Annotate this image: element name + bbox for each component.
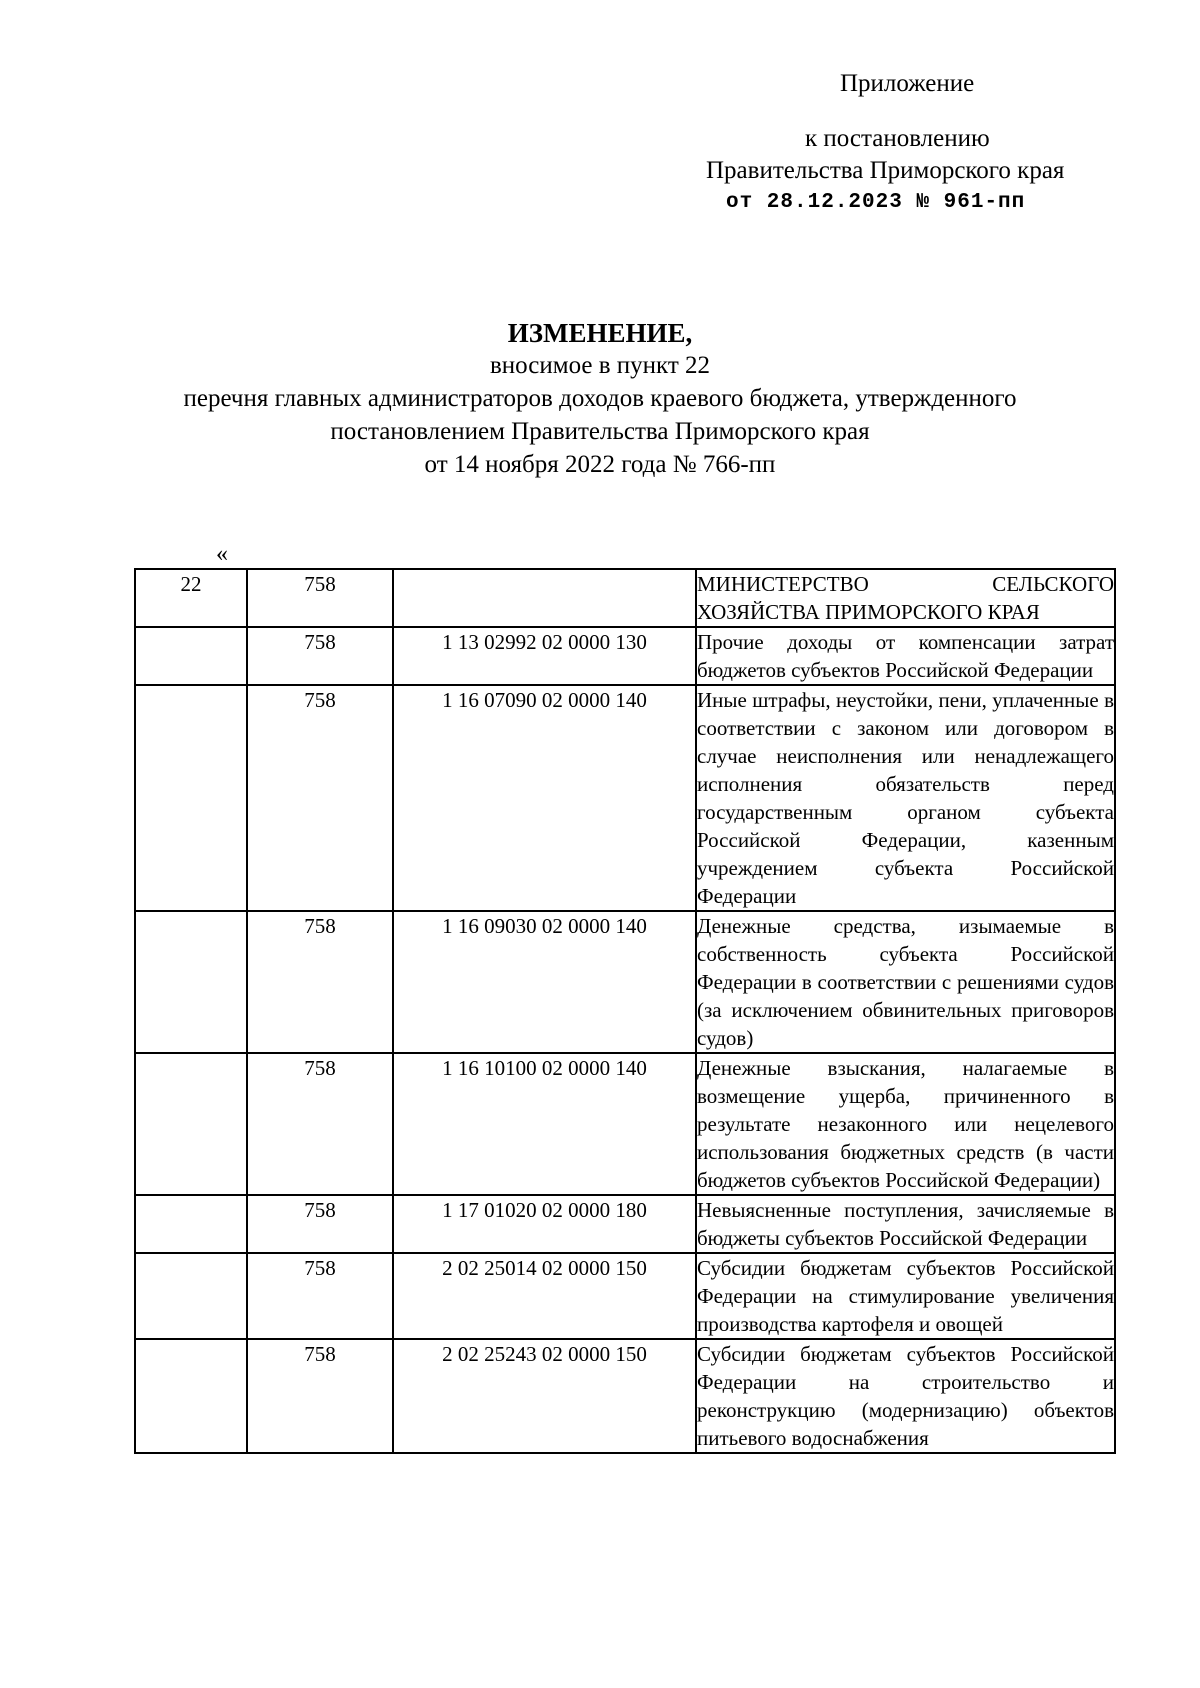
- admin-code-cell: 758: [247, 627, 393, 685]
- resolution-date-number: от 28.12.2023 № 961-пп: [726, 191, 1026, 214]
- row-number-cell: [135, 1053, 247, 1195]
- admin-code-cell: 758: [247, 1195, 393, 1253]
- description-cell: Субсидии бюджетам субъектов Российской Федерации на стимулирование увеличения производства картофеля и овощей: [696, 1253, 1115, 1339]
- table-row: [135, 911, 1115, 1053]
- admin-code-cell: 758: [247, 1339, 393, 1453]
- description-cell: Иные штрафы, неустойки, пени, уплаченные в соответствии с законом или договором в случае неисполнения или ненадлежащего исполнения обязательств перед государственным органом субъекта Российской Федерации, казенным учреждением субъекта Российской Федерации: [696, 685, 1115, 911]
- revenue-code-cell: 1 16 07090 02 0000 140: [393, 685, 696, 911]
- revenue-code-cell: 2 02 25243 02 0000 150: [393, 1339, 696, 1453]
- row-number-cell: [135, 911, 247, 1053]
- row-number-cell: [135, 627, 247, 685]
- revenue-code-cell: 1 16 09030 02 0000 140: [393, 911, 696, 1053]
- government-label: Правительства Приморского края: [706, 157, 1065, 184]
- row-number-cell: 22: [135, 569, 247, 627]
- document-title: ИЗМЕНЕНИЕ,: [507, 318, 693, 348]
- description-cell: Субсидии бюджетам субъектов Российской Федерации на строительство и реконструкцию (модернизацию) объектов питьевого водоснабжения: [696, 1339, 1115, 1453]
- description-cell: Денежные взыскания, налагаемые в возмещение ущерба, причиненного в результате незаконного или нецелевого использования бюджетных средств (в части бюджетов субъектов Российской Федерации): [696, 1053, 1115, 1195]
- row-number-cell: [135, 1195, 247, 1253]
- revenue-code-cell: 1 17 01020 02 0000 180: [393, 1195, 696, 1253]
- description-cell: Денежные средства, изымаемые в собственность субъекта Российской Федерации в соответствии с решениями судов (за исключением обвинительных приговоров судов): [696, 911, 1115, 1053]
- row-number-cell: [135, 1253, 247, 1339]
- to-resolution-label: к постановлению: [805, 125, 990, 152]
- table-row: [135, 1053, 1115, 1195]
- appendix-label: Приложение: [840, 70, 975, 97]
- admin-code-cell: 758: [247, 1253, 393, 1339]
- opening-quote-mark: «: [216, 541, 228, 567]
- row-number-cell: [135, 1339, 247, 1453]
- revenue-code-cell: [393, 569, 696, 627]
- subtitle-line-3: постановлением Правительства Приморского края: [330, 418, 870, 445]
- table-row: [135, 1195, 1115, 1253]
- description-cell: Прочие доходы от компенсации затрат бюджетов субъектов Российской Федерации: [696, 627, 1115, 685]
- table-row: [135, 1339, 1115, 1453]
- admin-code-cell: 758: [247, 1053, 393, 1195]
- admin-code-cell: 758: [247, 569, 393, 627]
- subtitle-line-1: вносимое в пункт 22: [489, 352, 711, 379]
- row-number-cell: [135, 685, 247, 911]
- revenue-administrators-table: [134, 568, 1116, 1454]
- revenue-code-cell: 2 02 25014 02 0000 150: [393, 1253, 696, 1339]
- description-cell: МИНИСТЕРСТВО СЕЛЬСКОГО ХОЗЯЙСТВА ПРИМОРСКОГО КРАЯ: [696, 569, 1115, 627]
- subtitle-line-4: от 14 ноября 2022 года № 766-пп: [424, 451, 776, 478]
- revenue-code-cell: 1 13 02992 02 0000 130: [393, 627, 696, 685]
- admin-code-cell: 758: [247, 911, 393, 1053]
- table-row: [135, 1253, 1115, 1339]
- subtitle-line-2: перечня главных администраторов доходов краевого бюджета, утвержденного: [183, 385, 1017, 412]
- revenue-code-cell: 1 16 10100 02 0000 140: [393, 1053, 696, 1195]
- table-row: [135, 627, 1115, 685]
- admin-code-cell: 758: [247, 685, 393, 911]
- table-row: [135, 569, 1115, 627]
- table-row: [135, 685, 1115, 911]
- description-cell: Невыясненные поступления, зачисляемые в бюджеты субъектов Российской Федерации: [696, 1195, 1115, 1253]
